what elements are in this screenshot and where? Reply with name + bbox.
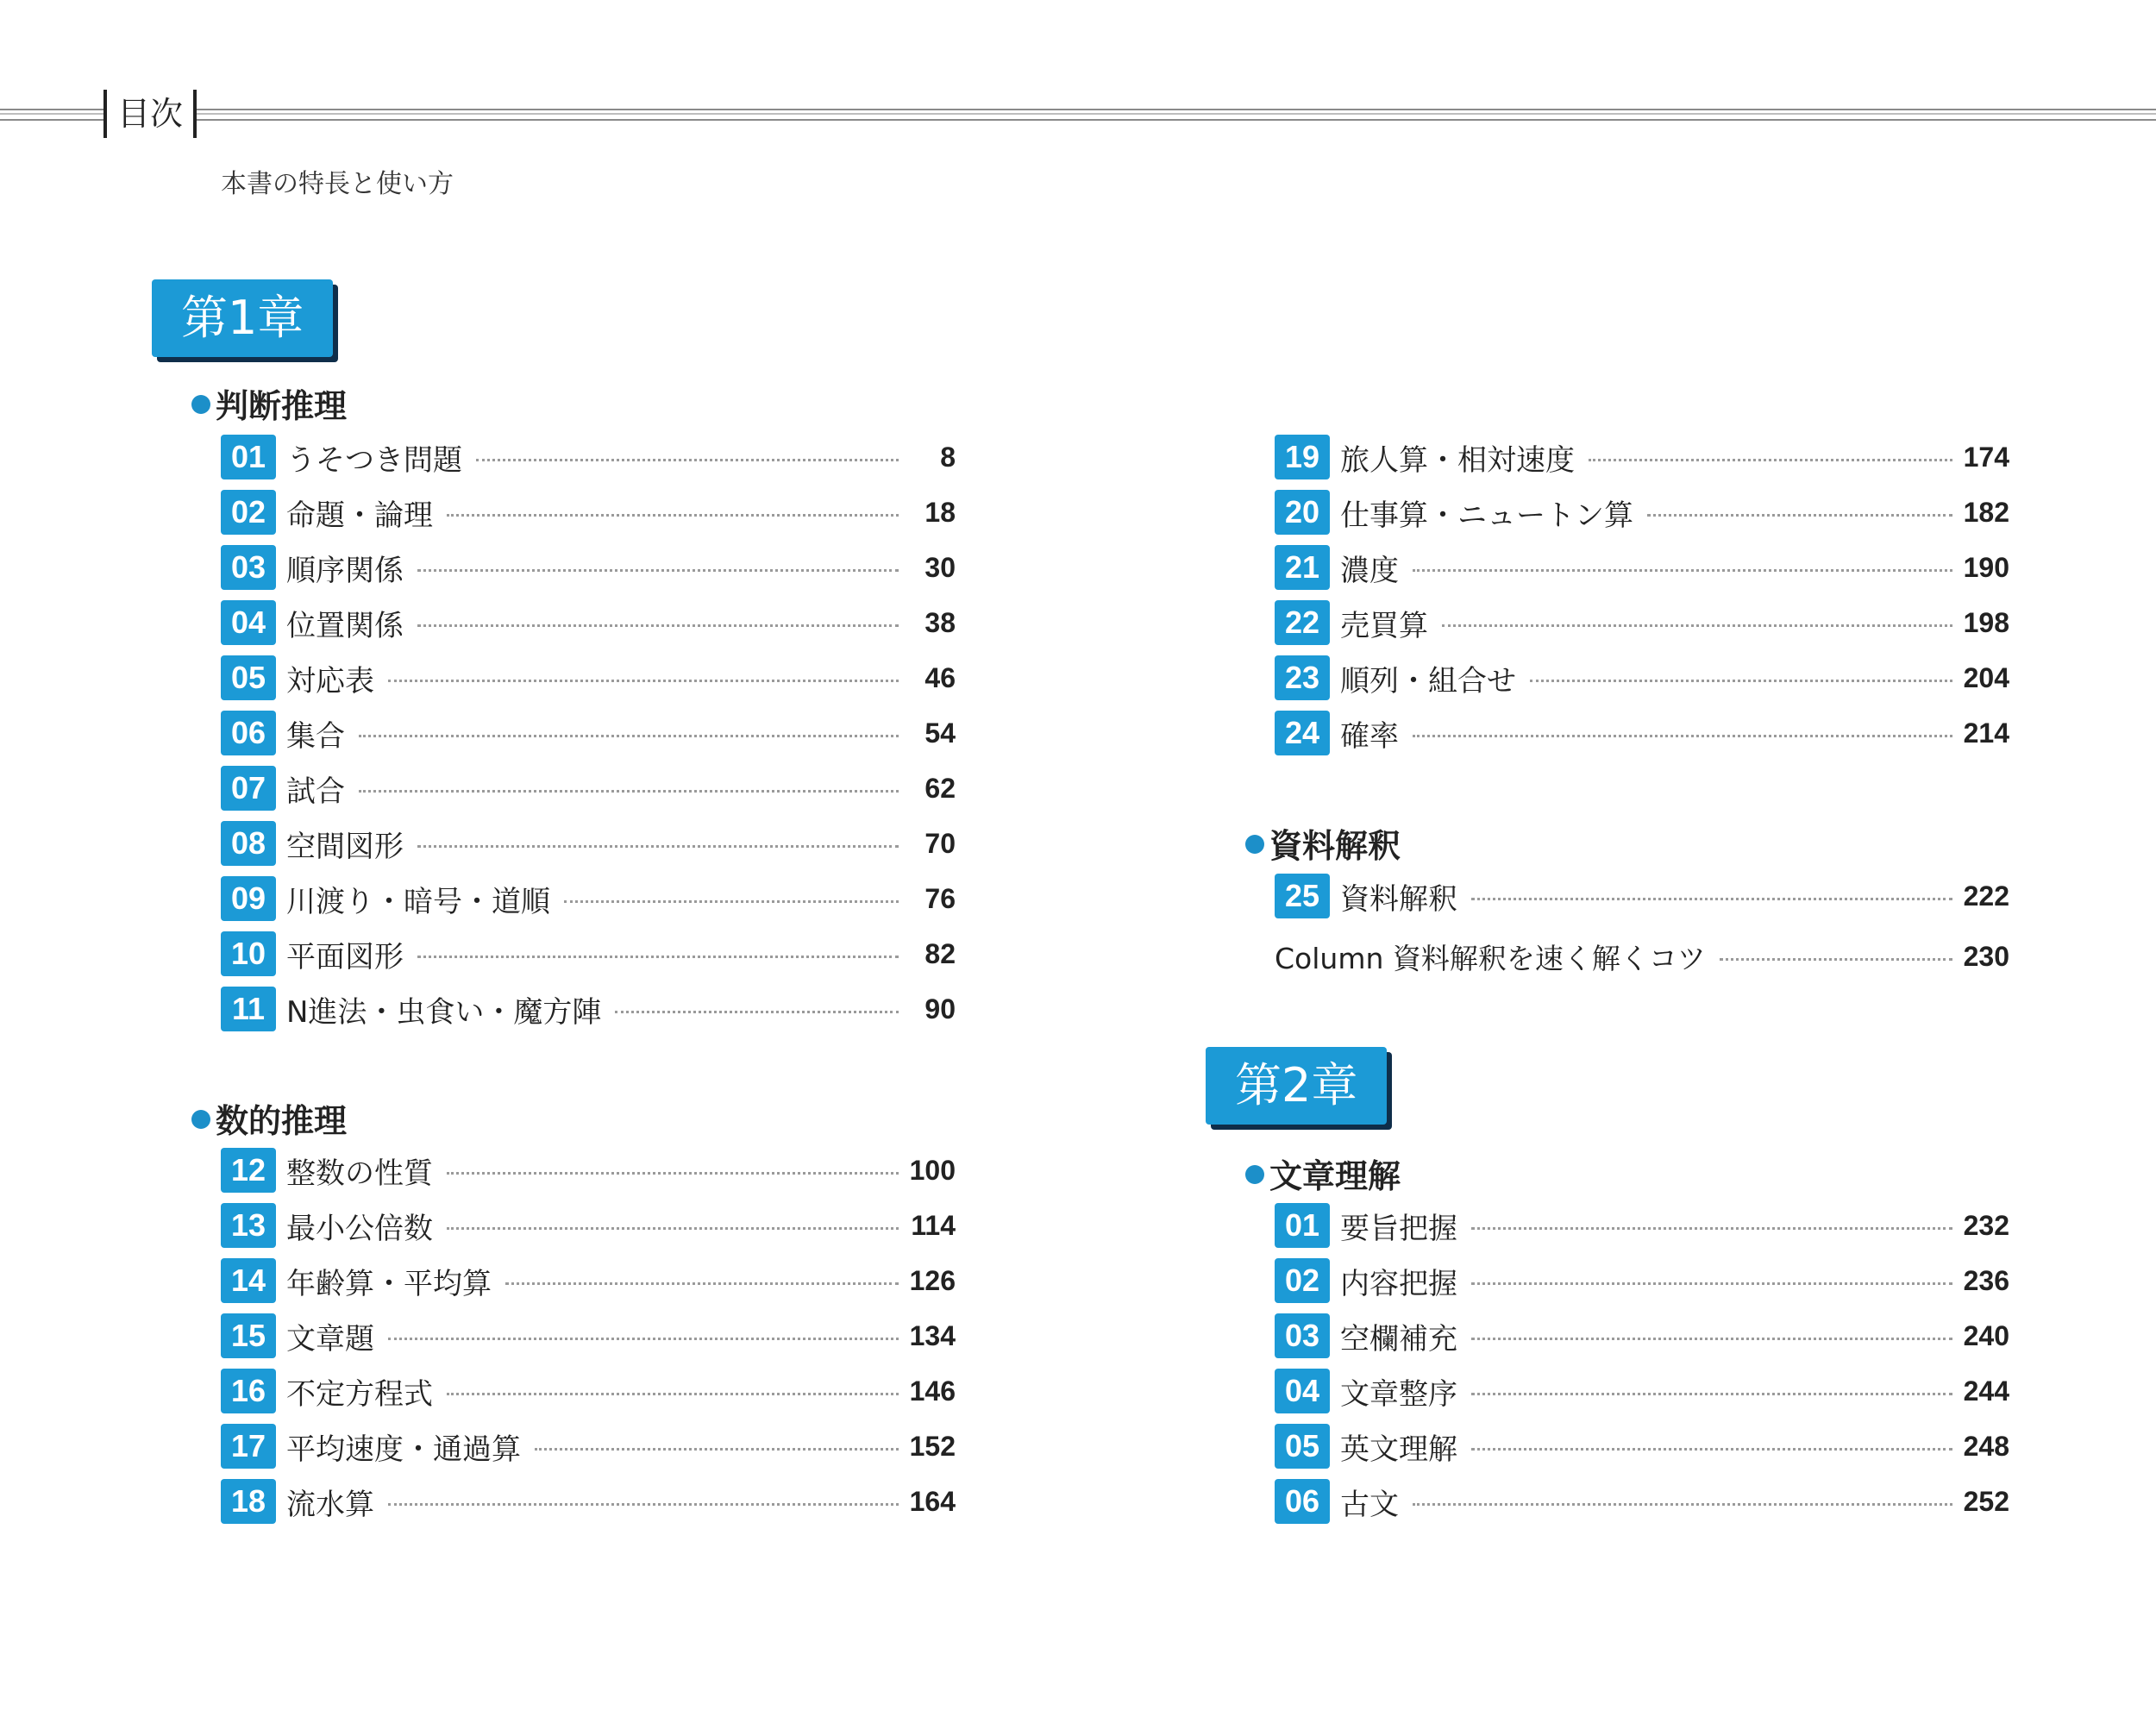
lesson-title: 川渡り・暗号・道順 <box>286 884 550 919</box>
lesson-number-badge: 25 <box>1275 874 1330 918</box>
page-number: 38 <box>924 606 956 638</box>
page-number: 146 <box>909 1375 956 1407</box>
lesson-title: 文章題 <box>286 1321 374 1357</box>
column-label: Column 資料解釈を速く解くコツ <box>1275 941 1706 975</box>
lesson-title: 資料解釈 <box>1340 881 1457 917</box>
lesson-title: 内容把握 <box>1340 1266 1457 1301</box>
lesson-title: 空間図形 <box>286 829 404 864</box>
toc-row[interactable] <box>221 1198 956 1253</box>
toc-row-column[interactable] <box>1275 929 2009 984</box>
dotted-leader <box>1471 1338 1952 1340</box>
dotted-leader <box>1530 680 1952 682</box>
lesson-number-badge: 05 <box>1275 1424 1330 1469</box>
dotted-leader <box>1471 1393 1952 1395</box>
lesson-title: 売買算 <box>1340 608 1428 643</box>
lesson-number-badge: 13 <box>221 1203 276 1248</box>
lesson-title: 空欄補充 <box>1340 1321 1457 1357</box>
dotted-leader <box>447 1393 899 1395</box>
lesson-title: 古文 <box>1340 1487 1399 1522</box>
page-number: 204 <box>1963 661 2009 693</box>
page-number: 244 <box>1963 1375 2009 1407</box>
page-number: 174 <box>1963 441 2009 473</box>
lesson-number-badge: 02 <box>1275 1258 1330 1303</box>
dotted-leader <box>447 514 899 517</box>
page-title: 目次 <box>103 90 197 138</box>
lesson-number-badge: 16 <box>221 1369 276 1413</box>
toc-row[interactable] <box>221 650 956 705</box>
page-number: 46 <box>924 661 956 693</box>
dotted-leader <box>417 624 899 627</box>
lesson-title: 濃度 <box>1340 553 1399 588</box>
lesson-title: 命題・論理 <box>286 498 433 533</box>
page-number: 236 <box>1963 1264 2009 1296</box>
dotted-leader <box>1442 624 1952 627</box>
bullet-dot <box>1245 835 1264 854</box>
page-number: 30 <box>924 551 956 583</box>
page-number: 214 <box>1963 717 2009 749</box>
toc-row[interactable] <box>1275 650 2009 705</box>
page-number: 198 <box>1963 606 2009 638</box>
toc-row[interactable] <box>221 871 956 926</box>
page-number: 82 <box>924 937 956 969</box>
lesson-title: 対応表 <box>286 663 374 699</box>
lesson-title: うそつき問題 <box>286 442 462 478</box>
toc-row[interactable] <box>221 429 956 485</box>
toc-row[interactable] <box>221 1419 956 1474</box>
dotted-leader <box>476 459 899 461</box>
dotted-leader <box>535 1448 899 1451</box>
lesson-number-badge: 21 <box>1275 545 1330 590</box>
toc-row[interactable] <box>221 705 956 761</box>
lesson-number-badge: 19 <box>1275 435 1330 479</box>
lesson-title: 文章整序 <box>1340 1376 1457 1412</box>
page-number: 100 <box>909 1154 956 1186</box>
toc-row[interactable] <box>221 595 956 650</box>
toc-list-suuteki-suiri-right <box>1275 429 2009 761</box>
toc-row[interactable] <box>1275 868 2009 924</box>
lesson-number-badge: 23 <box>1275 655 1330 700</box>
page-number: 54 <box>924 717 956 749</box>
lesson-number-badge: 14 <box>221 1258 276 1303</box>
toc-row[interactable] <box>1275 595 2009 650</box>
lesson-title: 確率 <box>1340 718 1399 754</box>
lesson-number-badge: 06 <box>221 711 276 755</box>
page-number: 232 <box>1963 1209 2009 1241</box>
page-number: 126 <box>909 1264 956 1296</box>
page-number: 134 <box>909 1319 956 1351</box>
lesson-title: 順序関係 <box>286 553 404 588</box>
toc-row[interactable] <box>221 485 956 540</box>
toc-row[interactable] <box>221 1143 956 1198</box>
dotted-leader <box>388 680 899 682</box>
toc-row[interactable] <box>221 1363 956 1419</box>
dotted-leader <box>1647 514 1952 517</box>
lesson-title: 旅人算・相対速度 <box>1340 442 1575 478</box>
lesson-title: 位置関係 <box>286 608 404 643</box>
dotted-leader <box>615 1011 899 1013</box>
lesson-number-badge: 09 <box>221 876 276 921</box>
page-number: 252 <box>1963 1485 2009 1517</box>
dotted-leader <box>1471 898 1952 900</box>
bullet-dot <box>191 395 210 414</box>
dotted-leader <box>359 735 899 737</box>
dotted-leader <box>1413 569 1952 572</box>
page-number: 8 <box>940 441 956 473</box>
lesson-number-badge: 15 <box>221 1313 276 1358</box>
column-entry[interactable] <box>1275 929 2009 984</box>
bullet-dot <box>191 1110 210 1129</box>
toc-row[interactable] <box>221 1253 956 1308</box>
toc-row[interactable] <box>221 1474 956 1529</box>
dotted-leader <box>505 1282 899 1285</box>
toc-row[interactable] <box>1275 1363 2009 1419</box>
lesson-title: 集合 <box>286 718 345 754</box>
toc-row[interactable] <box>1275 1419 2009 1474</box>
lesson-title: 平均速度・通過算 <box>286 1432 521 1467</box>
page-number: 222 <box>1963 880 2009 912</box>
dotted-leader <box>1720 958 1952 961</box>
page-number: 240 <box>1963 1319 2009 1351</box>
dotted-leader <box>388 1503 899 1506</box>
toc-row[interactable] <box>1275 1308 2009 1363</box>
dotted-leader <box>1471 1227 1952 1230</box>
lesson-number-badge: 02 <box>221 490 276 535</box>
page-number: 190 <box>1963 551 2009 583</box>
page-number: 70 <box>924 827 956 859</box>
lesson-title: 年齢算・平均算 <box>286 1266 492 1301</box>
lesson-title: N進法・虫食い・魔方陣 <box>286 994 602 1030</box>
page-number: 62 <box>924 772 956 804</box>
lesson-title: 英文理解 <box>1340 1432 1457 1467</box>
toc-row[interactable] <box>221 540 956 595</box>
section-title-bunshou-rikai: 文章理解 <box>1245 1156 1401 1197</box>
lesson-title: 最小公倍数 <box>286 1211 433 1246</box>
toc-row[interactable] <box>1275 1253 2009 1308</box>
dotted-leader <box>1471 1448 1952 1451</box>
lesson-number-badge: 18 <box>221 1479 276 1524</box>
dotted-leader <box>1413 735 1952 737</box>
lesson-title: 仕事算・ニュートン算 <box>1340 498 1633 533</box>
toc-list-shiryou-kaishaku <box>1275 868 2009 924</box>
toc-list-handan-suiri <box>221 429 956 1037</box>
lesson-number-badge: 17 <box>221 1424 276 1469</box>
toc-row[interactable] <box>221 1308 956 1363</box>
lesson-number-badge: 05 <box>221 655 276 700</box>
section-title-shiryou-kaishaku: 資料解釈 <box>1245 825 1401 867</box>
section-title-suuteki-suiri: 数的推理 <box>191 1100 347 1142</box>
lesson-title: 試合 <box>286 774 345 809</box>
page-number: 114 <box>911 1209 956 1241</box>
dotted-leader <box>417 845 899 848</box>
toc-list-suuteki-suiri-left <box>221 1143 956 1529</box>
lesson-number-badge: 03 <box>1275 1313 1330 1358</box>
lesson-number-badge: 03 <box>221 545 276 590</box>
toc-list-bunshou-rikai <box>1275 1198 2009 1529</box>
dotted-leader <box>1413 1503 1952 1506</box>
dotted-leader <box>447 1172 899 1175</box>
lesson-number-badge: 12 <box>221 1148 276 1193</box>
toc-row[interactable] <box>221 761 956 816</box>
lesson-number-badge: 04 <box>1275 1369 1330 1413</box>
lesson-number-badge: 22 <box>1275 600 1330 645</box>
toc-row[interactable] <box>221 981 956 1037</box>
header-rule <box>0 109 2156 121</box>
dotted-leader <box>447 1227 899 1230</box>
dotted-leader <box>388 1338 899 1340</box>
page-number: 182 <box>1963 496 2009 528</box>
toc-row[interactable] <box>221 816 956 871</box>
page-number: 164 <box>909 1485 956 1517</box>
lesson-number-badge: 08 <box>221 821 276 866</box>
toc-row[interactable] <box>221 926 956 981</box>
page-number: 18 <box>924 496 956 528</box>
lesson-number-badge: 20 <box>1275 490 1330 535</box>
page-number: 230 <box>1963 940 2009 972</box>
page-number: 248 <box>1963 1430 2009 1462</box>
dotted-leader <box>1471 1282 1952 1285</box>
dotted-leader <box>359 790 899 793</box>
bullet-dot <box>1245 1165 1264 1184</box>
lesson-number-badge: 04 <box>221 600 276 645</box>
lesson-title: 流水算 <box>286 1487 374 1522</box>
lesson-number-badge: 01 <box>221 435 276 479</box>
lesson-title: 平面図形 <box>286 939 404 974</box>
lesson-title: 整数の性質 <box>286 1156 433 1191</box>
toc-row[interactable] <box>1275 485 2009 540</box>
lesson-title: 不定方程式 <box>286 1376 433 1412</box>
section-title-handan-suiri: 判断推理 <box>191 385 347 427</box>
lesson-title: 順列・組合せ <box>1340 663 1516 699</box>
lesson-number-badge: 24 <box>1275 711 1330 755</box>
toc-row[interactable] <box>1275 705 2009 761</box>
dotted-leader <box>1589 459 1952 461</box>
intro-link[interactable]: 本書の特長と使い方 <box>221 169 454 199</box>
lesson-title: 要旨把握 <box>1340 1211 1457 1246</box>
toc-row[interactable] <box>1275 540 2009 595</box>
dotted-leader <box>417 956 899 958</box>
lesson-number-badge: 11 <box>221 987 276 1031</box>
toc-row[interactable] <box>1275 1198 2009 1253</box>
toc-row[interactable] <box>1275 429 2009 485</box>
dotted-leader <box>564 900 899 903</box>
lesson-number-badge: 10 <box>221 931 276 976</box>
page-number: 90 <box>924 993 956 1025</box>
page-number: 152 <box>909 1430 956 1462</box>
chapter-badge-1: 第1章 <box>152 279 333 357</box>
lesson-number-badge: 07 <box>221 766 276 811</box>
lesson-number-badge: 01 <box>1275 1203 1330 1248</box>
dotted-leader <box>417 569 899 572</box>
chapter-badge-2: 第2章 <box>1206 1047 1387 1125</box>
lesson-number-badge: 06 <box>1275 1479 1330 1524</box>
page-number: 76 <box>924 882 956 914</box>
toc-row[interactable] <box>1275 1474 2009 1529</box>
